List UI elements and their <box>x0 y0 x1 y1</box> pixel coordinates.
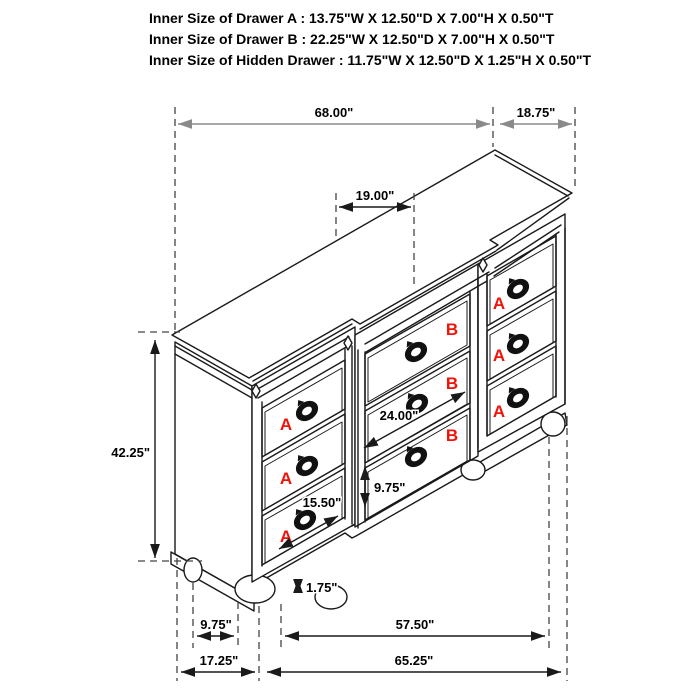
drawer-a-label: A <box>279 469 293 488</box>
drawer-a-label: A <box>492 294 506 313</box>
dim-side-feet-span: 9.75" <box>200 617 232 632</box>
dim-overall-width: 68.00" <box>314 105 354 120</box>
dresser-body <box>171 150 572 611</box>
dim-base-width: 65.25" <box>394 653 434 668</box>
inner-size-hidden-drawer: Inner Size of Hidden Drawer : 11.75"W X 12.50"D X 1.25"H X 0.50"T <box>149 52 592 68</box>
dim-drawer-height: 9.75" <box>374 480 406 495</box>
drawer-b-label: B <box>445 426 459 445</box>
inner-size-notes <box>149 8 591 71</box>
dim-drawer-b-width: 24.00" <box>379 408 419 423</box>
inner-size-drawer-b: Inner Size of Drawer B : 22.25"W X 12.50"D X 7.00"H X 0.50"T <box>149 31 555 47</box>
dresser-left-side <box>175 342 252 598</box>
drawer-a-label: A <box>492 346 506 365</box>
dim-base-depth: 17.25" <box>199 653 239 668</box>
drawer-a-label: A <box>279 527 293 546</box>
drawer-b-label: B <box>445 320 459 339</box>
drawer-b-label: B <box>445 374 459 393</box>
dim-top-offset: 19.00" <box>355 188 395 203</box>
dim-front-feet-span: 57.50" <box>395 617 435 632</box>
inner-size-drawer-a: Inner Size of Drawer A : 13.75"W X 12.50"D X 7.00"H X 0.50"T <box>149 10 554 26</box>
dim-overall-height: 42.25" <box>111 445 150 460</box>
dim-top-depth: 18.75" <box>516 105 556 120</box>
drawer-a-label: A <box>279 415 293 434</box>
dim-plinth-height: 1.75" <box>306 580 338 595</box>
dim-drawer-a-width: 15.50" <box>302 495 342 510</box>
drawer-a-label: A <box>492 402 506 421</box>
